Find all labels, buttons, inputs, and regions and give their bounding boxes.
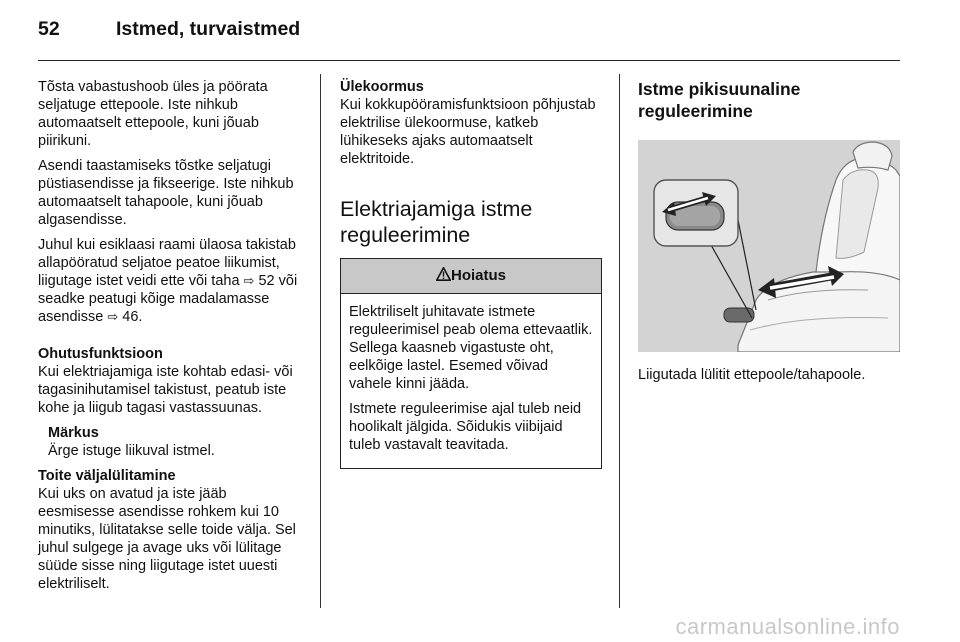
subsection-title: Istme pikisuunaline reguleerimine bbox=[638, 79, 801, 121]
page-reference-icon: ⇨ bbox=[243, 273, 255, 288]
page-reference-link[interactable]: 46. bbox=[122, 309, 143, 325]
heading-overload: Ülekoormus bbox=[340, 79, 424, 95]
warning-triangle-icon bbox=[436, 267, 451, 284]
page-reference-link[interactable]: 52 bbox=[258, 273, 275, 289]
note-text: Ärge istuge liikuval istmel. bbox=[48, 443, 215, 459]
column-1 bbox=[38, 78, 306, 600]
note-box bbox=[38, 424, 306, 460]
column-divider-2 bbox=[619, 74, 620, 608]
note-title: Märkus bbox=[48, 425, 99, 441]
warning-title: Hoiatus bbox=[450, 267, 506, 284]
paragraph-fold-backrest: Tõsta vabastushoob üles ja pöörata seljatuge ettepoole. Iste nihkub automaatselt ettepoole, kuni jõuab piirikuni. bbox=[38, 79, 268, 149]
section-title: Elektriajamiga istme reguleerimine bbox=[340, 197, 533, 247]
page-reference-icon: ⇨ bbox=[107, 309, 119, 324]
warning-paragraph: Elektriliselt juhitavate istmete reguleerimisel peab olema ettevaatlik. Sellega kaasneb vigastuste oht, eelkõige lastel. Esemed võivad vahele kinni jääda. bbox=[349, 304, 593, 392]
paragraph-power-off: Kui uks on avatud ja iste jääb eesmisesse asendisse rohkem kui 10 minutiks, lülitatakse selle toide välja. Sel juhul sulgege ja avage uks või lülitage süüde sisse ning liigutage istet uuesti elektriliselt. bbox=[38, 486, 296, 592]
page-title: Istmed, turvaistmed bbox=[116, 18, 301, 40]
heading-power-off: Toite väljalülitamine bbox=[38, 468, 176, 484]
page-number: 52 bbox=[38, 18, 60, 40]
text-segment: või seadke peatugi kõige madalamasse asendisse bbox=[38, 273, 298, 325]
header-rule bbox=[38, 60, 900, 61]
warning-body bbox=[341, 294, 601, 468]
warning-header bbox=[341, 259, 601, 294]
page-header bbox=[38, 18, 300, 41]
paragraph-restore-position: Asendi taastamiseks tõstke seljatugi püstiasendisse ja fikseerige. Iste nihkub automaatselt tahapoole, kuni jõuab algasendisse. bbox=[38, 158, 294, 228]
column-3 bbox=[638, 78, 900, 391]
seat-adjustment-illustration bbox=[638, 140, 900, 352]
heading-safety-function: Ohutusfunktsioon bbox=[38, 346, 163, 362]
warning-box bbox=[340, 258, 602, 469]
column-2 bbox=[340, 78, 602, 469]
paragraph-safety-function: Kui elektriajamiga iste kohtab edasi- või tagasinihutamisel takistust, peatub iste kohe ja liigub tagasi vastassuunas. bbox=[38, 364, 293, 416]
column-divider-1 bbox=[320, 74, 321, 608]
illustration-caption: Liigutada lülitit ettepoole/tahapoole. bbox=[638, 367, 866, 383]
warning-paragraph: Istmete reguleerimise ajal tuleb neid hoolikalt jälgida. Sõidukis viibijaid tuleb vastavalt teavitada. bbox=[349, 401, 582, 453]
text-segment: Juhul kui esiklaasi raami ülaosa takistab allapööratud seljatoe peatoe liikumist, liigutage istet veidi ette või taha bbox=[38, 237, 296, 289]
paragraph-headrest-obstruction bbox=[38, 236, 306, 326]
paragraph-overload: Kui kokkupööramisfunktsioon põhjustab elektrilise ülekoormuse, katkeb lühikeseks ajaks automaatselt elektritoide. bbox=[340, 97, 596, 167]
seat-illustration-svg bbox=[638, 140, 900, 352]
watermark-text: carmanualsonline.info bbox=[675, 614, 900, 639]
